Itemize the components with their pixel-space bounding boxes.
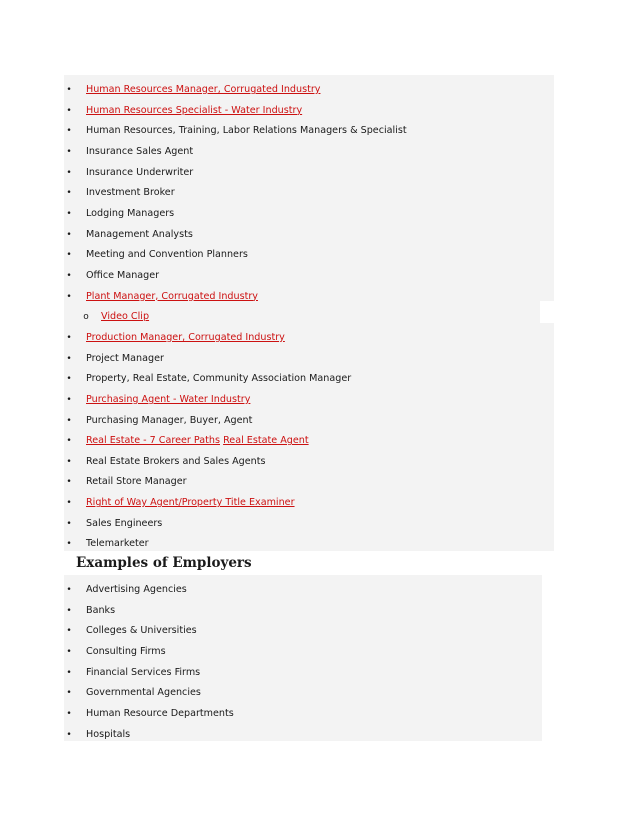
list-item-content <box>86 183 175 204</box>
employer-label: Advertising Agencies <box>86 584 187 595</box>
bullet-icon: • <box>66 105 72 116</box>
occupation-label: Management Analysts <box>86 228 193 240</box>
bullet-icon: • <box>66 208 72 219</box>
bullet-icon: • <box>66 729 72 740</box>
employer-label: Banks <box>86 604 116 616</box>
bullet-icon: • <box>66 646 72 657</box>
bullet-icon: • <box>66 585 72 595</box>
occupation-label: Telemarketer <box>86 538 149 550</box>
list-item-content <box>86 101 302 122</box>
occupation-label: Lodging Managers <box>86 207 175 219</box>
list-item-content <box>86 452 266 473</box>
list-item-content <box>86 390 250 411</box>
employer-label: Consulting Firms <box>86 645 166 657</box>
bullet-icon: • <box>66 85 72 95</box>
occupation-link[interactable]: Production Manager, Corrugated Industry <box>86 331 285 343</box>
bullet-icon: • <box>66 539 72 550</box>
occupation-label: Human Resources, Training, Labor Relations Managers & Specialist <box>86 125 407 137</box>
bullet-icon: • <box>66 291 72 302</box>
bullet-icon: • <box>66 353 72 364</box>
list-item-content <box>86 245 248 266</box>
occupation-link[interactable]: Right of Way Agent/Property Title Examiner <box>86 497 295 509</box>
list-item-content <box>86 142 193 163</box>
occupation-label: Investment Broker <box>86 187 175 199</box>
bullet-icon: • <box>66 126 72 137</box>
list-item-content <box>86 121 407 142</box>
list-item-content <box>86 225 193 246</box>
bullet-icon: • <box>66 270 72 281</box>
occupation-label: Meeting and Convention Planners <box>86 249 248 261</box>
list-item-content <box>86 534 149 555</box>
occupation-label: Insurance Sales Agent <box>86 145 194 157</box>
list-item-content <box>86 411 252 432</box>
occupation-label: Property, Real Estate, Community Association Manager <box>86 373 352 385</box>
employer-label: Human Resource Departments <box>86 707 234 719</box>
list-item-content <box>86 349 164 370</box>
occupation-label: Real Estate Brokers and Sales Agents <box>86 455 266 467</box>
employers-heading: Examples of Employers <box>76 555 252 571</box>
bullet-icon: • <box>66 229 72 240</box>
employer-label: Hospitals <box>86 728 131 740</box>
occupation-link[interactable]: Real Estate Agent <box>223 435 309 447</box>
bullet-icon: • <box>66 518 72 529</box>
list-item-content <box>101 307 149 328</box>
occupation-link[interactable]: Real Estate - 7 Career Paths <box>86 435 220 447</box>
bullet-icon: • <box>66 498 72 509</box>
list-item-content <box>86 431 309 452</box>
bullet-icon: • <box>66 436 72 447</box>
list-item-content <box>86 204 174 225</box>
list-item-content <box>86 80 320 101</box>
bullet-icon: • <box>66 188 72 199</box>
occupation-label: Insurance Underwriter <box>86 166 194 178</box>
list-item-content <box>86 163 193 184</box>
sub-bullet-icon: o <box>83 312 89 323</box>
list-item-content <box>86 328 285 349</box>
bullet-icon: • <box>66 394 72 405</box>
list-item-content <box>86 472 187 493</box>
list-item-content <box>86 514 162 535</box>
occupation-label: Office Manager <box>86 269 160 281</box>
bullet-icon: • <box>66 415 72 426</box>
occupation-link[interactable]: Human Resources Manager, Corrugated Industry <box>86 84 321 95</box>
occupation-link[interactable]: Video Clip <box>101 311 150 323</box>
bullet-icon: • <box>66 167 72 178</box>
bullet-icon: • <box>66 250 72 261</box>
bullet-icon: • <box>66 374 72 385</box>
occupation-link[interactable]: Human Resources Specialist - Water Industry <box>86 104 303 116</box>
occupation-link[interactable]: Plant Manager, Corrugated Industry <box>86 290 258 302</box>
employer-label: Financial Services Firms <box>86 666 201 678</box>
occupation-label: Project Manager <box>86 352 164 364</box>
bullet-icon: • <box>66 477 72 488</box>
bullet-icon: • <box>66 708 72 719</box>
employer-label: Governmental Agencies <box>86 687 201 699</box>
list-item-content <box>86 287 258 308</box>
bullet-icon: • <box>66 146 72 157</box>
list-item-content <box>86 493 295 514</box>
occupation-label: Retail Store Manager <box>86 476 187 488</box>
occupation-label: Purchasing Manager, Buyer, Agent <box>86 414 253 426</box>
panel-notch <box>540 301 554 323</box>
bullet-icon: • <box>66 605 72 616</box>
list-item-content <box>86 369 351 390</box>
bullet-icon: • <box>66 688 72 699</box>
bullet-icon: • <box>66 456 72 467</box>
bullet-icon: • <box>66 667 72 678</box>
bullet-icon: • <box>66 332 72 343</box>
bullet-icon: • <box>66 626 72 637</box>
occupation-label: Sales Engineers <box>86 517 163 529</box>
employer-label: Colleges & Universities <box>86 625 197 637</box>
occupation-link[interactable]: Purchasing Agent - Water Industry <box>86 393 251 405</box>
list-item-content <box>86 266 159 287</box>
